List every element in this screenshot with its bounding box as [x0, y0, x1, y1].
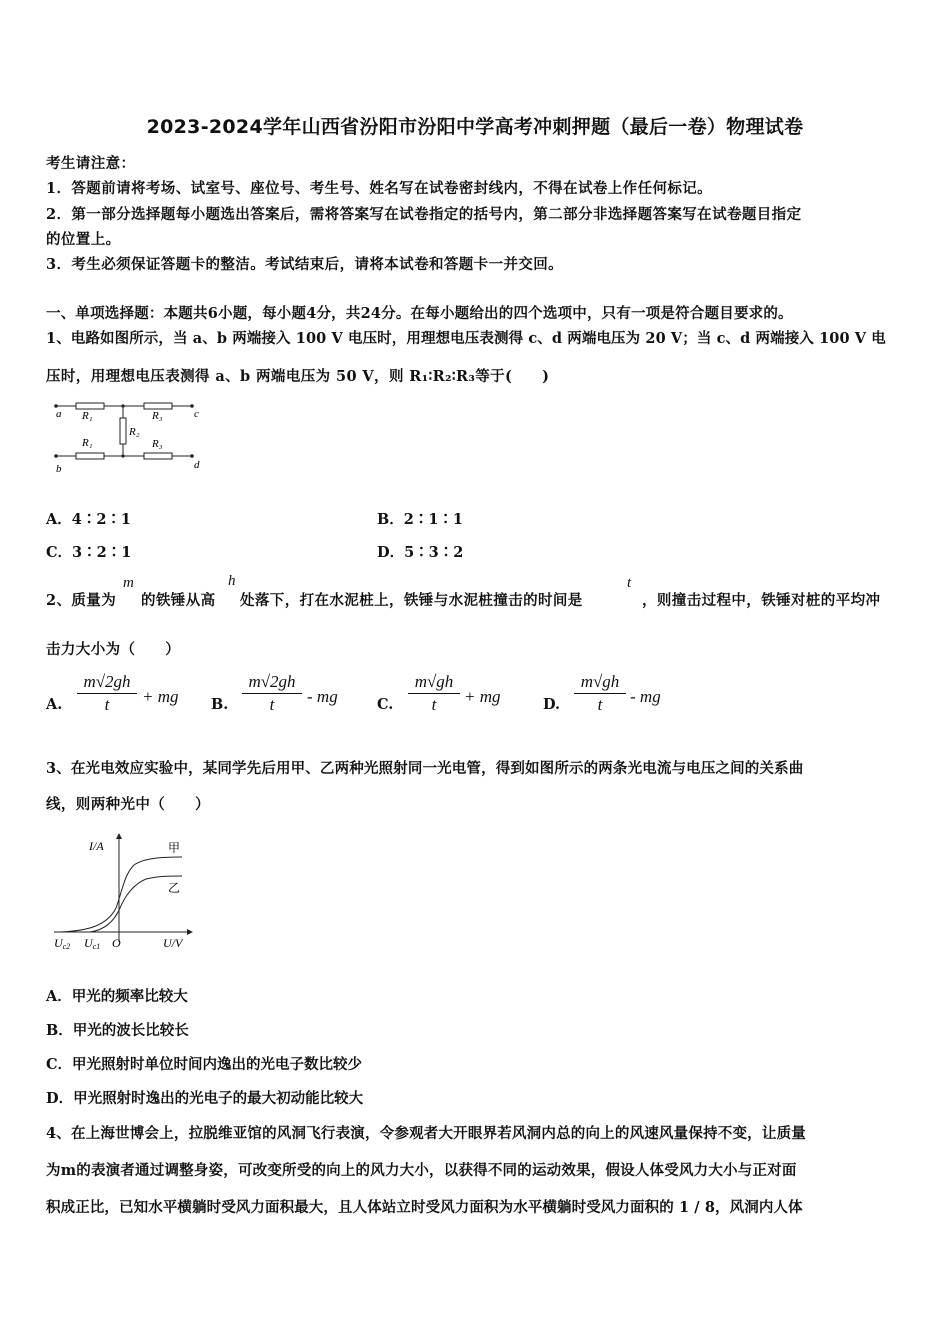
resistor-label-r2: R₂ — [129, 426, 140, 438]
q2-var-h: h — [228, 573, 236, 589]
q2-option-c-label[interactable]: C. — [377, 696, 394, 713]
circuit-terminal-c: c — [194, 408, 199, 420]
q2-option-c-tail: + mg — [464, 687, 501, 706]
q2-option-b-fraction: m√2gh t — [242, 672, 302, 715]
q3-stem-line1: 3、在光电效应实验中，某同学先后用甲、乙两种光照射同一光电管，得到如图所示的两条光电流与电压之间的关系曲 — [46, 760, 804, 777]
q1-option-b[interactable]: B．2∶1∶1 — [377, 511, 464, 528]
q2-option-a-label[interactable]: A. — [46, 696, 63, 713]
q2-option-c-fraction: m√gh t — [408, 672, 460, 715]
q4-stem-line1: 4、在上海世博会上，拉脱维亚馆的风洞飞行表演，令参观者大开眼界若风洞内总的向上的风速风量保持不变，让质量 — [46, 1125, 806, 1142]
graph-uc2-label: Uc2 — [54, 936, 71, 951]
resistor-label-r3: R₃ — [152, 410, 163, 422]
notice-item: 1．答题前请将考场、试室号、座位号、考生号、姓名写在试卷密封线内，不得在试卷上作任何标记。 — [46, 180, 713, 197]
q2-var-m: m — [123, 575, 134, 591]
q2-option-d-tail: - mg — [630, 687, 661, 706]
q1-option-a[interactable]: A．4∶2∶1 — [46, 511, 132, 528]
q2-stem-part: 处落下，打在水泥桩上，铁锤与水泥桩撞击的时间是 — [240, 592, 583, 609]
graph-origin-label: O — [112, 936, 121, 950]
q3-option-b[interactable]: B．甲光的波长比较长 — [46, 1022, 189, 1039]
graph-curve-label-yi: 乙 — [168, 881, 181, 895]
q3-option-c[interactable]: C．甲光照射时单位时间内逸出的光电子数比较少 — [46, 1056, 363, 1073]
notice-item: 2．第一部分选择题每小题选出答案后，需将答案写在试卷指定的括号内，第二部分非选择题答案写在试卷题目指定 — [46, 206, 802, 223]
graph-x-axis-label: U/V — [163, 936, 183, 950]
page-title: 2023-2024学年山西省汾阳市汾阳中学高考冲刺押题（最后一卷）物理试卷 — [146, 116, 804, 138]
resistor-label-r1: R₁ — [82, 410, 93, 422]
q3-stem-line2: 线，则两种光中（ ） — [46, 796, 210, 813]
q2-option-d-label[interactable]: D. — [543, 696, 561, 713]
q1-stem-line1: 1、电路如图所示，当 a、b 两端接入 100 V 电压时，用理想电压表测得 c、d 两端电压为 20 V；当 c、d 两端接入 100 V 电 — [46, 330, 886, 347]
q3-option-a[interactable]: A．甲光的频率比较大 — [46, 988, 188, 1005]
circuit-terminal-a: a — [56, 408, 62, 420]
q2-option-d-fraction: m√gh t — [574, 672, 626, 715]
circuit-terminal-d: d — [194, 459, 200, 471]
q2-stem-part: 的铁锤从高 — [141, 592, 216, 609]
q3-iv-graph — [52, 830, 197, 952]
resistor-label-r3: R₃ — [152, 438, 163, 450]
q2-option-b-label[interactable]: B. — [211, 696, 229, 713]
q2-var-t: t — [627, 575, 632, 591]
q1-circuit-diagram — [48, 396, 218, 476]
graph-curve-label-jia: 甲 — [168, 841, 181, 855]
q2-option-b-tail: - mg — [307, 687, 338, 706]
q2-stem-part: 2、质量为 — [46, 592, 117, 609]
q1-option-d[interactable]: D．5∶3∶2 — [377, 544, 464, 561]
q2-option-a-fraction: m√2gh t — [77, 672, 137, 715]
q4-stem-line3: 积成正比，已知水平横躺时受风力面积最大，且人体站立时受风力面积为水平横躺时受风力面积的 1 / 8，风洞内人体 — [46, 1199, 803, 1216]
notice-heading: 考生请注意： — [46, 155, 136, 172]
q2-stem-part: ，则撞击过程中，铁锤对桩的平均冲 — [642, 592, 881, 609]
q3-option-d[interactable]: D．甲光照射时逸出的光电子的最大初动能比较大 — [46, 1090, 364, 1107]
circuit-terminal-b: b — [56, 463, 62, 475]
q2-stem-line2: 击力大小为（ ） — [46, 641, 181, 658]
notice-item: 3．考生必须保证答题卡的整洁。考试结束后，请将本试卷和答题卡一并交回。 — [46, 256, 564, 273]
notice-item: 的位置上。 — [46, 231, 121, 248]
q4-stem-line2: 为m的表演者通过调整身姿，可改变所受的向上的风力大小，以获得不同的运动效果，假设人体受风力大小与正对面 — [46, 1162, 797, 1179]
graph-uc1-label: Uc1 — [84, 936, 101, 951]
q1-stem-line2: 压时，用理想电压表测得 a、b 两端电压为 50 V，则 R₁∶R₂∶R₃等于( ) — [46, 368, 550, 385]
resistor-label-r1: R₁ — [82, 437, 93, 449]
q2-option-a-tail: + mg — [142, 687, 179, 706]
section-heading: 一、单项选择题：本题共6小题，每小题4分，共24分。在每小题给出的四个选项中，只有一项是符合题目要求的。 — [46, 305, 793, 322]
q1-option-c[interactable]: C．3∶2∶1 — [46, 544, 132, 561]
graph-y-axis-label: I/A — [89, 839, 104, 853]
